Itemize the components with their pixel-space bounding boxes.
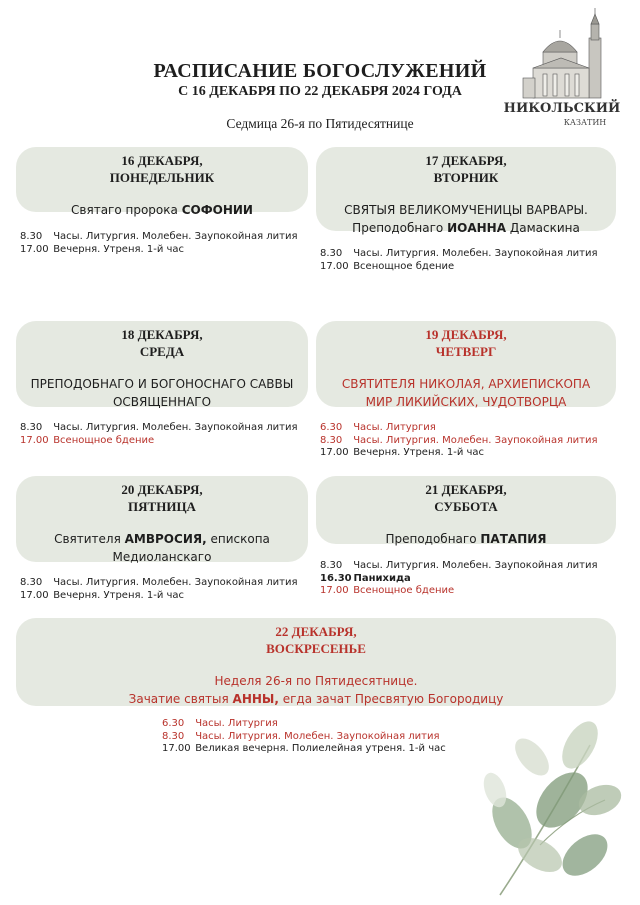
day-card-17 xyxy=(316,147,616,235)
saint-name: ПРЕПОДОБНАГО И БОГОНОСНАГО САВВЫ ОСВЯЩЕННАГО xyxy=(30,377,294,409)
day-card-21 xyxy=(316,476,616,544)
day-date: 22 ДЕКАБРЯ, xyxy=(275,624,357,639)
saint-name: Святаго пророка СОФОНИИ xyxy=(71,203,253,217)
day-date: 17 ДЕКАБРЯ, xyxy=(425,153,507,168)
services-19 xyxy=(320,422,598,460)
service-row: 8.30 Часы. Литургия. Молебен. Заупокойная лития xyxy=(320,560,598,571)
day-weekday: СРЕДА xyxy=(139,344,185,359)
day-card-16 xyxy=(16,147,308,217)
service-row: 17.00 Вечерня. Утреня. 1-й час xyxy=(320,447,485,458)
service-row: 17.00 Всенощное бдение xyxy=(20,434,155,446)
service-row: 6.30 Часы. Литургия xyxy=(320,422,436,433)
day-weekday: ПОНЕДЕЛЬНИК xyxy=(109,170,215,185)
day-card-18 xyxy=(16,321,308,407)
service-row: 17.00 Вечерня. Утреня. 1-й час xyxy=(20,589,185,601)
day-weekday: ВТОРНИК xyxy=(433,170,499,185)
service-row: 6.30 Часы. Литургия xyxy=(162,718,278,729)
church-logo xyxy=(503,8,621,136)
day-date: 21 ДЕКАБРЯ, xyxy=(425,482,507,497)
day-date: 16 ДЕКАБРЯ, xyxy=(121,153,203,168)
svg-text:НИКОЛЬСКИЙ: НИКОЛЬСКИЙ xyxy=(503,101,621,116)
day-card-19 xyxy=(316,321,616,407)
day-weekday: ЧЕТВЕРГ xyxy=(435,344,497,359)
leaves-decoration-icon xyxy=(470,705,630,900)
service-row: 8.30 Часы. Литургия. Молебен. Заупокойная лития xyxy=(20,577,298,588)
service-row: 16.30 Панихида xyxy=(320,572,411,584)
saint-name: Неделя 26-я по Пятидесятнице. Зачатие святыя АННЫ, егда зачат Пресвятую Богородицу xyxy=(128,674,504,706)
day-card-22 xyxy=(16,618,616,706)
service-row: 8.30 Часы. Литургия. Молебен. Заупокойная лития xyxy=(162,730,440,742)
day-weekday: СУББОТА xyxy=(434,499,498,514)
service-row: 8.30 Часы. Литургия. Молебен. Заупокойная лития xyxy=(20,231,298,242)
day-date: 18 ДЕКАБРЯ, xyxy=(121,327,203,342)
services-17 xyxy=(320,248,598,273)
page-subtitle: С 16 ДЕКАБРЯ ПО 22 ДЕКАБРЯ 2024 ГОДА xyxy=(178,84,462,99)
day-weekday: ПЯТНИЦА xyxy=(128,499,196,514)
page-title: РАСПИСАНИЕ БОГОСЛУЖЕНИЙ xyxy=(153,60,487,82)
day-card-20 xyxy=(16,476,308,562)
service-row: 17.00 Всенощное бдение xyxy=(320,260,455,272)
day-weekday: ВОСКРЕСЕНЬЕ xyxy=(266,641,366,656)
week-label: Седмица 26-я по Пятидесятнице xyxy=(226,116,414,131)
service-row: 8.30 Часы. Литургия. Молебен. Заупокойная лития xyxy=(20,422,298,433)
services-20 xyxy=(20,577,298,602)
service-row: 17.00 Всенощное бдение xyxy=(320,585,455,596)
services-22 xyxy=(162,718,446,756)
day-date: 20 ДЕКАБРЯ, xyxy=(121,482,203,497)
services-18 xyxy=(20,422,298,447)
saint-name: СВЯТИТЕЛЯ НИКОЛАЯ, АРХИЕПИСКОПА МИР ЛИКИЙСКИХ, ЧУДОТВОРЦА xyxy=(341,377,591,409)
services-21 xyxy=(320,560,598,598)
saint-name: Преподобнаго ПАТАПИЯ xyxy=(385,532,547,546)
service-row: 17.00 Вечерня. Утреня. 1-й час xyxy=(20,243,185,255)
service-row: 8.30 Часы. Литургия. Молебен. Заупокойная лития xyxy=(320,248,598,259)
service-row: 8.30 Часы. Литургия. Молебен. Заупокойная лития xyxy=(320,434,598,446)
service-row: 17.00 Великая вечерня. Полиелейная утреня. 1-й час xyxy=(162,743,446,754)
saint-name: СВЯТЫЯ ВЕЛИКОМУЧЕНИЦЫ ВАРВАРЫ. Преподобнаго ИОАННА Дамаскина xyxy=(344,203,588,235)
services-16 xyxy=(20,231,298,256)
church-icon xyxy=(503,8,621,136)
saint-name: Святителя АМВРОСИЯ, епископа Медиоланскаго xyxy=(54,532,270,564)
day-date: 19 ДЕКАБРЯ, xyxy=(425,327,507,342)
svg-text:КАЗАТИН: КАЗАТИН xyxy=(563,118,607,127)
